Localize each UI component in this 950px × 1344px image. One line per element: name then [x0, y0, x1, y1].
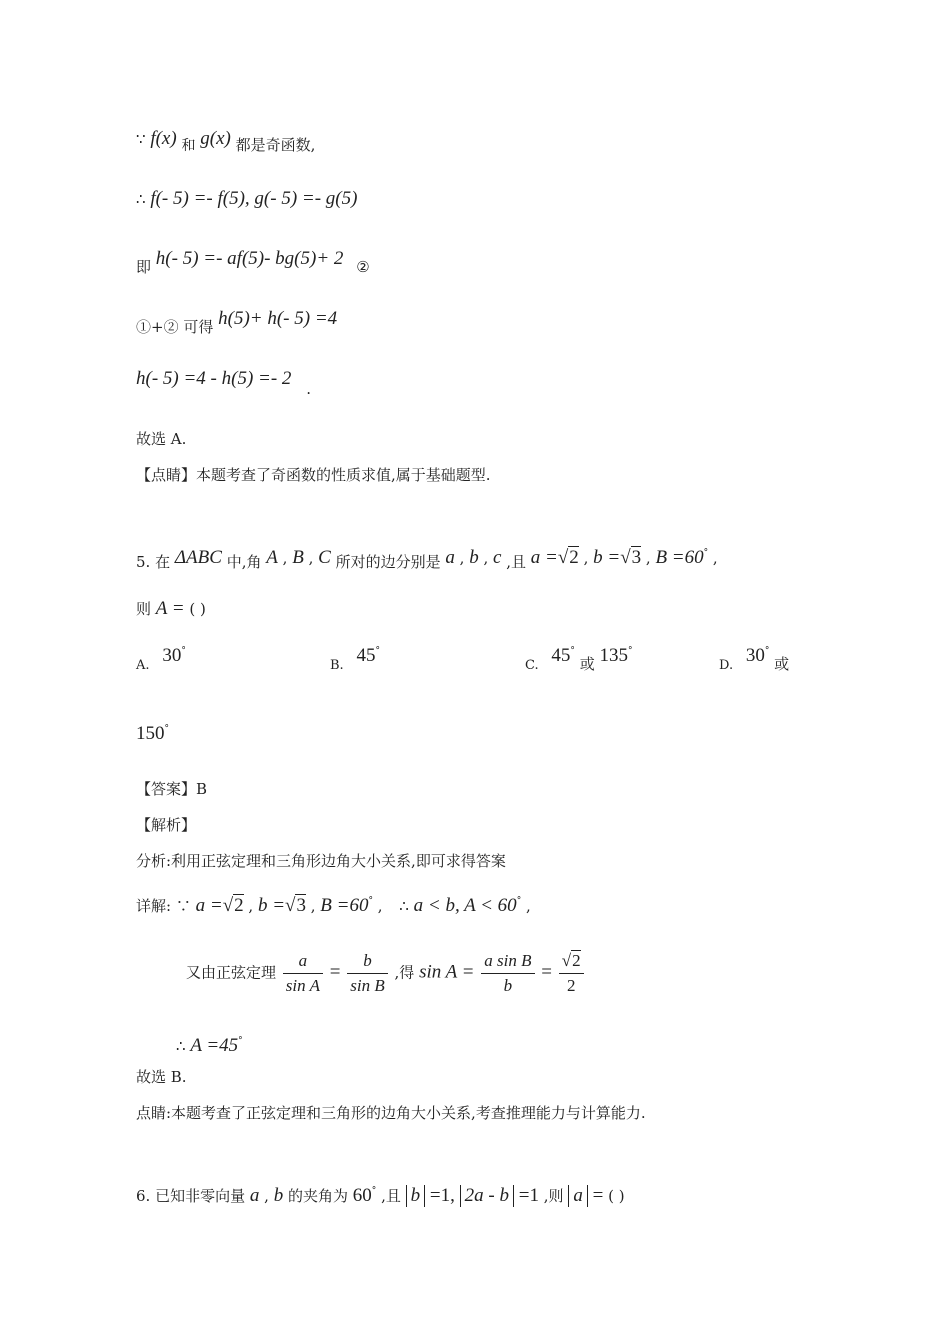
math-b: b	[273, 1185, 284, 1206]
text: 详解:	[136, 897, 172, 915]
question-5-options	[136, 640, 816, 673]
text: 故选 A.	[136, 430, 187, 448]
option-value-2: 135	[599, 645, 628, 666]
math-a: a	[249, 1185, 260, 1206]
text-prefix: ①+② 可得	[136, 318, 214, 336]
text: ,得	[394, 963, 415, 982]
question-6-stem	[136, 1180, 625, 1207]
option-d-value-2: 150	[136, 723, 165, 744]
answer-label	[136, 778, 207, 800]
circled-two: ②	[356, 258, 370, 276]
text: 【点睛】本题考查了奇函数的性质求值,属于基础题型.	[136, 466, 491, 484]
option-value-1: 30	[745, 645, 765, 666]
math-A-eq-45: A =45	[190, 1035, 239, 1056]
result-line: ∴ A =45°	[176, 1035, 243, 1056]
math-triangle: ΔABC	[174, 547, 222, 568]
equals-one: =1,	[429, 1185, 455, 1206]
fraction-sqrt2-2: $\frac{√2}{2}$	[559, 950, 584, 997]
math-gx: g(x)	[200, 128, 231, 149]
analysis-label	[136, 814, 196, 836]
line-note-2	[136, 1102, 646, 1124]
math-A-eq: A =	[155, 598, 185, 619]
therefore-symbol: ∴	[136, 190, 146, 208]
angle-value: 60	[352, 1185, 372, 1206]
text: 则	[136, 600, 152, 618]
line-odd-functions	[136, 128, 315, 157]
period: .	[306, 380, 311, 398]
therefore-symbol: ∴	[176, 1037, 186, 1055]
text: 又由正弦定理	[186, 963, 277, 982]
sine-law-line	[186, 950, 586, 997]
math-b-eq: b =	[257, 895, 286, 916]
math-fx: f(x)	[150, 128, 177, 149]
math-b: b	[469, 547, 479, 568]
math-A: A	[266, 547, 278, 568]
text: 分析:利用正弦定理和三角形边角大小关系,即可求得答案	[136, 852, 506, 870]
text-tail: 都是奇函数,	[235, 136, 316, 154]
option-value: 45	[356, 645, 376, 666]
abs-2a-minus-b: 2a - b	[460, 1185, 514, 1207]
sqrt-3: 3	[296, 895, 306, 916]
line-result	[136, 368, 311, 400]
math-ineq: a < b, A < 60	[413, 895, 517, 916]
equals: =	[541, 961, 553, 983]
math-a-eq: a =	[195, 895, 223, 916]
option-c[interactable]: C. 45° 或 135°	[525, 645, 633, 673]
comma: ,	[712, 549, 718, 567]
comma: ,	[264, 1187, 269, 1205]
equals: =	[329, 961, 341, 983]
math-expr: f(- 5) =- f(5), g(- 5) =- g(5)	[150, 188, 358, 209]
line-choose-b	[136, 1066, 187, 1088]
option-d-continuation: 150°	[136, 723, 169, 744]
detail-line: 详解: ∵ a =√2 , b =√3 , B =60° , ∴ a < b, A < 60° ,	[136, 895, 531, 916]
sqrt-2: 2	[569, 547, 579, 568]
option-label: D.	[719, 658, 734, 673]
option-value-1: 45	[551, 645, 571, 666]
math-sinA-eq: sin A =	[419, 961, 475, 983]
line-h-minus5	[136, 248, 370, 278]
text-he: 和	[181, 138, 196, 154]
therefore-symbol: ∴	[399, 897, 409, 915]
since-symbol: ∵	[136, 130, 146, 148]
option-b[interactable]: B. 45°	[330, 645, 380, 673]
question-number: 6. 已知非零向量	[136, 1187, 246, 1205]
math-B-eq: B =60	[320, 895, 369, 916]
option-value: 30	[162, 645, 182, 666]
text: 所对的边分别是	[335, 553, 441, 571]
question-number: 5. 在	[136, 553, 171, 571]
option-label: B.	[330, 658, 344, 673]
line-choose-a	[136, 428, 186, 450]
comma: ,	[525, 897, 531, 915]
text: ,且	[381, 1187, 401, 1205]
option-d[interactable]: D. 30° 或	[719, 645, 790, 673]
since-symbol: ∵	[175, 897, 191, 915]
math-expr: h(- 5) =4 - h(5) =- 2	[136, 368, 292, 389]
math-B-eq: B =60	[655, 547, 704, 568]
text: ,且	[506, 553, 526, 571]
abs-b: b	[406, 1185, 426, 1207]
math-expr: h(5)+ h(- 5) =4	[218, 308, 338, 329]
text: 【答案】B	[136, 780, 208, 798]
degree-sign: °	[371, 1186, 377, 1196]
line-sum	[136, 308, 337, 338]
question-5-stem: 5. 在 ΔABC 中,角 A , B , C 所对的边分别是 a , b , c ,且 a =√2 , b =√3 , B =60° ,	[136, 547, 718, 571]
equals-one: =1	[518, 1185, 539, 1206]
option-label: A.	[136, 658, 150, 673]
math-a: a	[445, 547, 455, 568]
text: 【解析】	[136, 816, 197, 834]
math-a-eq: a =	[530, 547, 558, 568]
fraction-asinB-b: $\frac{\text{a sin B}}{b}$	[481, 950, 534, 997]
math-c: c	[493, 547, 502, 568]
fraction-b-sinB: $\frac{b}{\text{sin B}}$	[347, 950, 387, 997]
text: ,则	[543, 1187, 564, 1205]
equals: =	[592, 1185, 604, 1206]
blank-paren: ( )	[189, 600, 206, 618]
blank-paren: ( )	[608, 1187, 625, 1205]
option-or: 或	[579, 655, 595, 673]
fraction-a-sinA: $\frac{a}{\text{sin A}}$	[283, 950, 323, 997]
text: 点睛:本题考查了正弦定理和三角形的边角大小关系,考查推理能力与计算能力.	[136, 1104, 646, 1122]
sqrt-3: 3	[631, 547, 642, 568]
line-note-1	[136, 464, 491, 486]
text: 故选 B.	[136, 1068, 187, 1086]
text-ji: 即	[136, 258, 152, 276]
text: 中,角	[226, 553, 262, 571]
option-or: 或	[774, 655, 790, 673]
math-b-eq: b =	[593, 547, 621, 568]
text: 的夹角为	[288, 1187, 349, 1205]
option-a[interactable]: A. 30°	[136, 645, 186, 673]
math-C: C	[318, 547, 331, 568]
question-5-ask	[136, 598, 206, 620]
sqrt-2: 2	[234, 895, 244, 916]
math-expr: h(- 5) =- af(5)- bg(5)+ 2	[155, 248, 344, 269]
line-f-g-values	[136, 188, 357, 210]
abs-a: a	[568, 1185, 588, 1207]
analysis-text	[136, 850, 506, 872]
math-B: B	[292, 547, 304, 568]
option-label: C.	[525, 658, 539, 673]
